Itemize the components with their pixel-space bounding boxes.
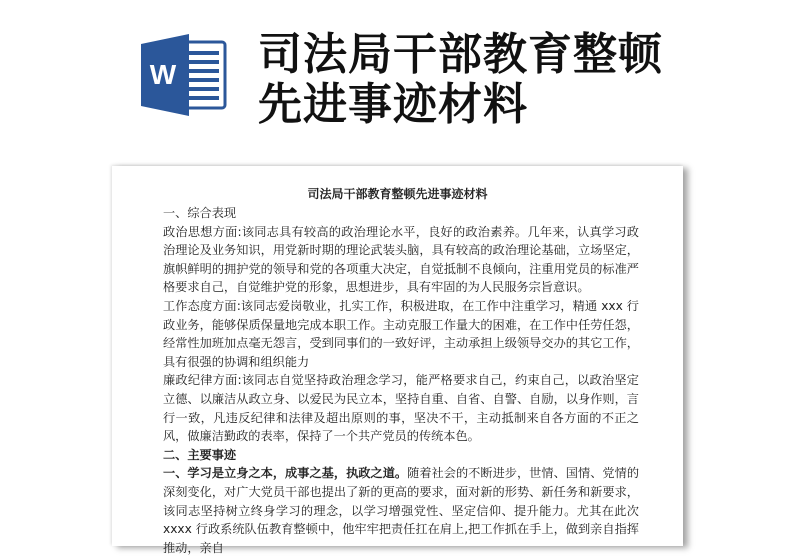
- paragraph-work-attitude: 工作态度方面:该同志爱岗敬业，扎实工作，积极进取，在工作中注重学习，精通 xxx 行政业务，能够保质保量地完成本职工作。主动克服工作量大的困难，在工作中任劳任怨，经常性加班加点毫无怨言，受到同事们的一致好评，主动承担上级领导交办的其它工作，具有很强的协调和组织能力: [163, 298, 639, 369]
- banner-title-line2: 先进事迹材料: [258, 79, 528, 130]
- section-heading-overall: 一、综合表现: [163, 206, 237, 220]
- svg-text:W: W: [149, 59, 177, 90]
- banner-title-line1: 司法局干部教育整顿: [258, 29, 663, 80]
- paragraph-discipline: 廉政纪律方面:该同志自觉坚持政治理念学习，能严格要求自己，约束自己，以政治坚定立德、以廉洁从政立身、以爱民为民立本，坚持自重、自省、自警、自励，以身作则，言行一致，凡违反纪律和法律及超出原则的事，坚决不干，主动抵制来自各方面的不正之风，做廉洁勤政的表率，保持了一个共产党员的传统本色。: [163, 373, 639, 444]
- section-heading-main-deeds: 二、主要事迹: [163, 447, 237, 462]
- document-body: [163, 204, 639, 557]
- paragraph-study-text: 随着社会的不断进步，世情、国情、党情的深刻变化，对广大党员干部也提出了新的更高的要求，面对新的形势、新任务和新要求，该同志坚持树立终身学习的理念，以学习增强党性、坚定信仰、提升能力。尤其在此次 xxxx 行政系统队伍教育整顿中，他牢牢把责任扛在肩上,把工作抓在手上，做到亲自指挥推动，亲自: [163, 466, 640, 555]
- paragraph-study: [163, 464, 639, 557]
- word-document-icon: [141, 34, 227, 116]
- document-page: [112, 166, 683, 555]
- banner: [0, 0, 800, 160]
- paragraph-political: 政治思想方面:该同志具有较高的政治理论水平，良好的政治素养。几年来，认真学习政治理论及业务知识，用党新时期的理论武装头脑，具有较高的政治理论基础，立场坚定，旗帜鲜明的拥护党的领导和党的各项重大决定，自觉抵制不良倾向，注重用党员的标准严格要求自己，自觉维护党的形象，思想进步，具有牢固的为人民服务宗旨意识。: [163, 224, 639, 295]
- banner-title: [258, 30, 663, 130]
- paragraph-study-lead: 一、学习是立身之本，成事之基，执政之道。: [163, 466, 408, 481]
- document-title: 司法局干部教育整顿先进事迹材料: [307, 187, 488, 201]
